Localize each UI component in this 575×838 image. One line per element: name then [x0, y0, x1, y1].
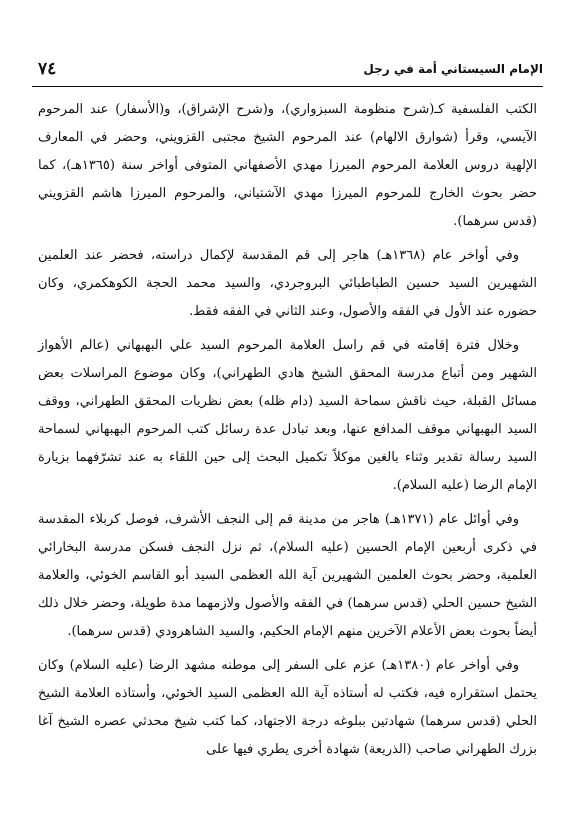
paragraph: وفي أواخر عام (١٣٨٠هـ) عزم على السفر إلى موطنه مشهد الرضا (عليه السلام) وكان يحتمل استقراره فيه، فكتب له أستاذه آية الله العظمى السيد الخوئي، وأستاذه العلامة الشيخ الحلي (قدس سرهما) شهادتين ببلوغه درجة الاجتهاد، كما كتب شيخ محدثي عصره الشيخ آغا بزرك الطهراني صاحب (الذريعة) شهادة أخرى يطري فيها على [38, 658, 537, 757]
paragraph: وفي أوائل عام (١٣٧١هـ) هاجر من مدينة قم إلى النجف الأشرف، فوصل كربلاء المقدسة في ذكرى أربعين الإمام الحسين (عليه السلام)، ثم نزل النجف فسكن مدرسة البخارائي العلمية، وحضر بحوث العلمين الشهيرين آية الله العظمى السيد أبو القاسم الخوئي، والعلامة الشيخ حسين الحلي (قدس سرهما) في الفقه والأصول ولازمهما مدة طويلة، وحضر خلال ذلك أيضاً بحوث بعض الأعلام الآخرين منهم الإمام الحكيم، والسيد الشاهرودي (قدس سرهما). [38, 512, 537, 639]
running-header [32, 59, 543, 84]
paragraph: وخلال فترة إقامته في قم راسل العلامة المرحوم السيد علي البهبهاني (عالم الأهواز الشهير ومن أتباع مدرسة المحقق الشيخ هادي الطهراني)، وكان موضوع المراسلات بعض مسائل القبلة، حيث ناقش سماحة السيد (دام ظله) بعض نظريات المحقق الطهراني، ووقف السيد البهبهاني موقف المدافع عنها، وبعد تبادل عدة رسائل كتب المرحوم البهبهاني لسماحة السيد رسالة تقدير وثناء بالغين موكلاً تكميل البحث إلى حين اللقاء به عند تشرّفهما بزيارة الإمام الرضا (عليه السلام). [38, 338, 537, 493]
paragraph: الكتب الفلسفية كـ(شرح منظومة السبزواري)، و(شرح الإشراق)، و(الأسفار) عند المرحوم الآيسي، وقرأ (شوارق الالهام) عند المرحوم الشيخ مجتبى القزويني، وحضر في المعارف الإلهية دروس العلامة المرحوم الميرزا مهدي الأصفهاني المتوفى أواخر سنة (١٣٦٥هـ)، كما حضر بحوث الخارج للمرحوم الميرزا مهدي الآشتياني، والمرحوم الميرزا هاشم القزويني (قدس سرهما). [38, 102, 537, 229]
running-header-title: الإمام السيستاني أمة في رجل [363, 62, 543, 76]
page-number: ٧٤ [38, 59, 57, 79]
paragraph: وفي أواخر عام (١٣٦٨هـ) هاجر إلى قم المقدسة لإكمال دراسته، فحضر عند العلمين الشهيرين السيد حسين الطباطبائي البروجردي، والسيد محمد الحجة الكوهكمري، وكان حضوره عند الأول في الفقه والأصول، وعند الثاني في الفقه فقط. [38, 248, 537, 319]
header-divider [32, 86, 543, 87]
body-text [38, 96, 537, 770]
